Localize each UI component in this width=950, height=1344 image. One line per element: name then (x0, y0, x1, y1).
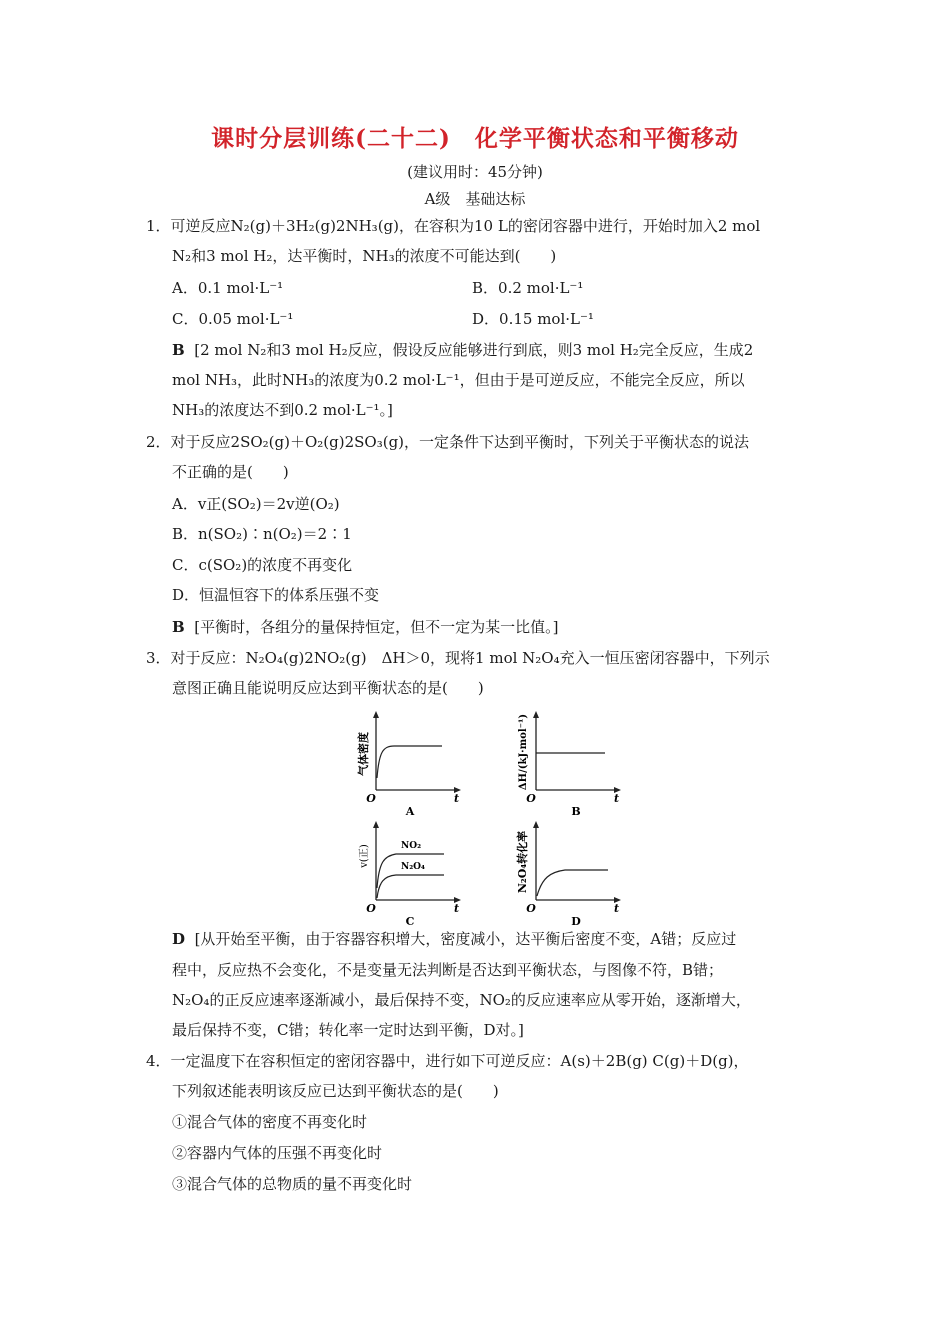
q3-explanation-line4: 最后保持不变，C错；转化率一定时达到平衡，D对。] (172, 1021, 524, 1039)
chart-d-y-arrow (533, 821, 539, 828)
q2-option-d: D．恒温恒容下的体系压强不变 (172, 586, 380, 604)
chart-d (510, 818, 630, 928)
q1-option-b: B．0.2 mol·L⁻¹ (472, 279, 584, 297)
q2-option-b: B．n(SO₂)∶n(O₂)＝2∶1 (172, 525, 352, 543)
level-heading: A级 基础达标 (424, 190, 526, 208)
chart-b-origin: O (526, 792, 536, 805)
q2-expl-text: [平衡时，各组分的量保持恒定，但不一定为某一比值。] (194, 618, 559, 636)
q3-stem-line1: 3．对于反应：N₂O₄(g)2NO₂(g) ΔH＞0，现将1 mol N₂O₄充入一恒压密闭容器中，下列示 (146, 649, 770, 667)
q2-explanation (172, 617, 558, 637)
q1-option-a: A．0.1 mol·L⁻¹ (172, 279, 284, 297)
q3-explanation-line3: N₂O₄的正反应速率逐渐减小，最后保持不变，NO₂的反应速率应从零开始，逐渐增大， (172, 991, 751, 1009)
chart-c-ylabel: v(正) (359, 844, 370, 868)
q4-stem-line2: 下列叙述能表明该反应已达到平衡状态的是( ) (172, 1082, 499, 1100)
chart-d-caption: D (571, 915, 581, 928)
chart-a-origin: O (366, 792, 376, 805)
chart-b (510, 708, 630, 818)
q3-explanation-line2: 程中，反应热不会变化，不是变量无法判断是否达到平衡状态，与图像不符，B错； (172, 961, 724, 979)
q1-answer: B (172, 341, 185, 359)
q1-explanation-line3: NH₃的浓度达不到0.2 mol·L⁻¹。] (172, 401, 393, 419)
q2-stem-line1: 2．对于反应2SO₂(g)＋O₂(g)2SO₃(g)，一定条件下达到平衡时，下列关于平衡状态的说法 (146, 433, 750, 451)
q4-item-3: ③混合气体的总物质的量不再变化时 (172, 1175, 413, 1193)
suggested-time: (建议用时：45分钟) (407, 163, 543, 181)
q3-stem-line2: 意图正确且能说明反应达到平衡状态的是( ) (172, 679, 484, 697)
q3-explanation-line1 (172, 929, 736, 949)
q4-stem-line1: 4．一定温度下在容积恒定的密闭容器中，进行如下可逆反应：A(s)＋2B(g) C(g)＋D(g)， (146, 1052, 749, 1070)
chart-d-ylabel: N₂O₄转化率 (516, 830, 529, 894)
chart-d-xlabel: t (614, 902, 620, 915)
q1-option-c: C．0.05 mol·L⁻¹ (172, 310, 294, 328)
chart-b-caption: B (571, 805, 581, 818)
chart-c-curve-n2o4 (377, 875, 444, 898)
chart-b-y-arrow (533, 711, 539, 718)
q1-explanation-line2: mol NH₃，此时NH₃的浓度为0.2 mol·L⁻¹，但由于是可逆反应，不能完全反应，所以 (172, 371, 745, 389)
chart-a-caption: A (405, 805, 415, 818)
chart-c (350, 818, 470, 928)
q2-answer: B (172, 618, 185, 636)
q1-option-d: D．0.15 mol·L⁻¹ (472, 310, 594, 328)
chart-a-y-arrow (373, 711, 379, 718)
q4-item-2: ②容器内气体的压强不再变化时 (172, 1144, 383, 1162)
chart-c-caption: C (405, 915, 415, 928)
chart-c-xlabel: t (454, 902, 460, 915)
q3-answer: D (172, 930, 186, 948)
chart-a-ylabel: 气体密度 (357, 732, 370, 776)
q1-stem-line1: 1．可逆反应N₂(g)＋3H₂(g)2NH₃(g)，在容积为10 L的密闭容器中进行，开始时加入2 mol (146, 217, 761, 235)
chart-a (350, 708, 470, 818)
q4-item-1: ①混合气体的密度不再变化时 (172, 1113, 368, 1131)
chart-b-xlabel: t (614, 792, 620, 805)
chart-d-curve (537, 870, 608, 896)
chart-d-origin: O (526, 902, 536, 915)
q1-explanation-line1 (172, 340, 753, 360)
q3-expl-text1: [从开始至平衡，由于容器容积增大，密度减小，达平衡后密度不变，A错；反应过 (194, 930, 737, 948)
chart-b-ylabel: ΔH/(kJ·mol⁻¹) (518, 713, 529, 791)
q1-stem-line2: N₂和3 mol H₂，达平衡时，NH₃的浓度不可能达到( ) (172, 247, 557, 265)
chart-c-series-no2: NO₂ (401, 841, 422, 851)
chart-c-series-n2o4: N₂O₄ (401, 862, 425, 872)
chart-a-curve (377, 746, 442, 778)
chart-c-origin: O (366, 902, 376, 915)
q2-option-c: C．c(SO₂)的浓度不再变化 (172, 556, 353, 574)
q2-stem-line2: 不正确的是( ) (172, 463, 289, 481)
chart-a-xlabel: t (454, 792, 460, 805)
q1-expl-text1: [2 mol N₂和3 mol H₂反应，假设反应能够进行到底，则3 mol H₂完全反应，生成2 (194, 341, 754, 359)
page-title: 课时分层训练(二十二) 化学平衡状态和平衡移动 (211, 125, 739, 152)
q2-option-a: A．v正(SO₂)＝2v逆(O₂) (172, 495, 340, 513)
chart-c-y-arrow (373, 821, 379, 828)
